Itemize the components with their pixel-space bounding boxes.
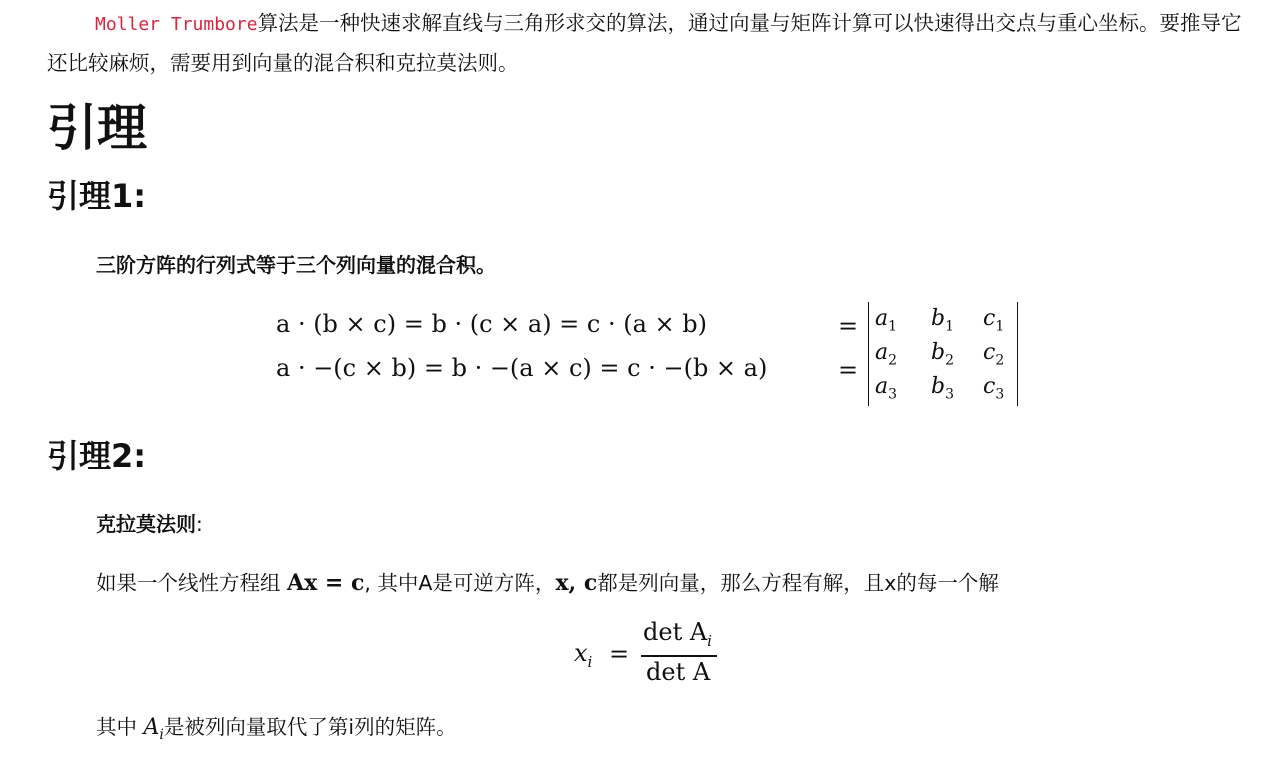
formula-denominator: det A [646,658,711,686]
lemma2-heading: 引理2: [47,437,147,475]
numerator-text: det A [643,618,708,646]
equals-sign-2: = [838,356,859,384]
numerator-sub: i [707,631,712,650]
matrix-cell [875,306,897,334]
cramer-note [96,710,457,743]
matrix-cell-text: $b_3$ [931,374,955,403]
matrix-cell [931,306,954,334]
equation-row-2: a · −(c × b) = b · −(a × c) = c · −(b × a) [276,354,768,382]
intro-text: 算法是一种快速求解直线与三角形求交的算法，通过向量与矩阵计算可以快速得出交点与重心坐标。要推导它还比较麻烦，需要用到向量的混合积和克拉莫法则。 [47,11,1242,75]
matrix-cell [875,340,897,368]
formula-numerator [643,618,712,650]
equals-sign-1: = [838,312,859,340]
statement-text-a: 如果一个线性方程组 [96,571,288,595]
determinant-matrix [868,302,1018,406]
note-var: A [143,715,160,740]
statement-text-c: 都是列向量，那么方程有解，且x的每一个解 [597,571,999,595]
matrix-cell-text: $a_3$ [875,374,898,403]
matrix-cell-text: $c_2$ [983,340,1005,369]
formula-lhs [574,639,592,671]
lemma2-rule-line [96,508,203,537]
inline-code: Moller Trumbore [95,14,258,35]
matrix-cell-text: $b_2$ [931,340,955,369]
matrix-cell [983,306,1004,334]
formula-var: x [574,639,588,667]
lemma1-heading: 引理1: [47,177,147,215]
matrix-cell-text: $c_3$ [983,374,1005,403]
note-text-a: 其中 [96,715,144,739]
inline-equation: Ax = c [287,570,365,596]
fraction-bar [641,655,717,657]
inline-vectors: x, c [555,570,598,596]
formula-sub: i [587,652,593,671]
matrix-cell [931,340,954,368]
rule-colon: : [196,512,203,536]
matrix-cell-text: $a_1$ [875,306,898,335]
cramer-statement [96,566,999,596]
matrix-cell [983,340,1004,368]
matrix-cell-text: $a_2$ [875,340,898,369]
formula-equals: = [609,640,630,668]
statement-text-b: , 其中A是可逆方阵， [364,571,556,595]
note-text-b: 是被列向量取代了第i列的矩阵。 [163,715,457,739]
lemma1-statement: 三阶方阵的行列式等于三个列向量的混合积。 [96,253,496,277]
note-sub: i [159,727,164,744]
matrix-cell [983,374,1004,402]
matrix-cell [875,374,897,402]
rule-name: 克拉莫法则 [96,512,196,536]
equation-row-1: a · (b × c) = b · (c × a) = c · (a × b) [276,310,708,338]
matrix-cell [931,374,954,402]
section-heading: 引理 [47,99,147,157]
matrix-cell-text: $b_1$ [931,306,955,335]
matrix-cell-text: $c_1$ [983,306,1005,335]
intro-paragraph [47,4,1257,82]
